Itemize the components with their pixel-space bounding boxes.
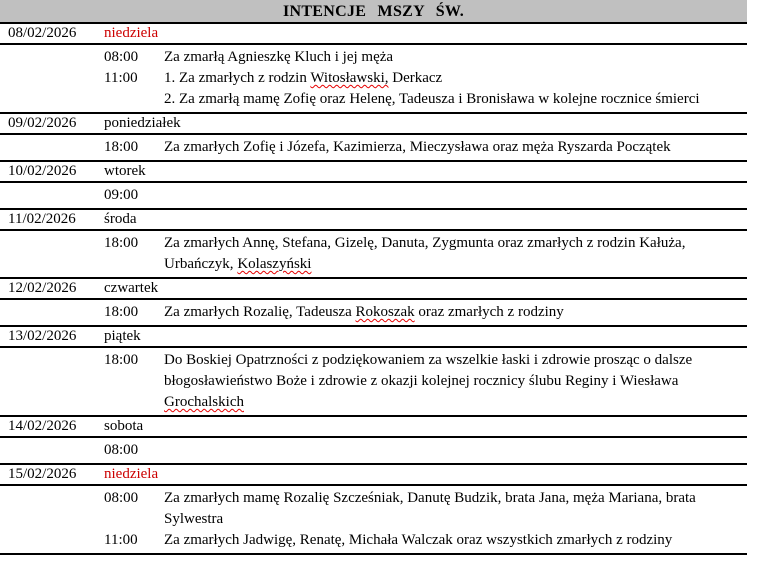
mass-time: 18:00 [104,352,139,368]
intention-line [164,47,747,68]
text-segment: Urbańczyk, [164,256,238,272]
day-name: wtorek [104,163,146,179]
date-row [0,417,747,438]
mass-entry [0,350,747,413]
mass-entry [0,302,747,323]
misspelled-word: Grochalskich [164,394,244,410]
date-cell: 13/02/2026 [8,328,77,344]
intention-line [164,350,747,371]
intention-line [164,302,747,323]
day-name: poniedziałek [104,115,181,131]
masses-row [0,135,747,162]
text-segment: błogosławieństwo Boże i zdrowie z okazji kolejnej rocznicy ślubu Reginy i Wiesława [164,373,679,389]
mass-time: 08:00 [104,49,139,65]
text-segment: Za zmarłą Agnieszkę Kluch i jej męża [164,49,394,65]
mass-time: 11:00 [104,532,138,548]
page-title: INTENCJE MSZY ŚW. [282,3,465,20]
intention-line [164,530,747,551]
text-segment: Derkacz [388,70,443,86]
date-cell: 09/02/2026 [8,115,77,131]
day-name: niedziela [104,466,159,482]
mass-time: 18:00 [104,235,139,251]
masses-row [0,300,747,327]
date-row [0,210,747,231]
mass-entry [0,137,747,158]
intention-text [164,47,747,68]
masses-row [0,486,747,555]
mass-entry [0,233,747,275]
mass-time: 08:00 [104,490,139,506]
table-header [0,0,747,24]
mass-time: 18:00 [104,304,139,320]
intention-text [164,68,747,110]
intention-line [164,233,747,254]
intention-text [164,302,747,323]
day-name: czwartek [104,280,159,296]
day-name: środa [104,211,137,227]
date-row [0,327,747,348]
date-cell: 11/02/2026 [8,211,76,227]
intention-text [164,137,747,158]
intentions-table [0,24,747,555]
mass-entry [0,68,747,110]
date-row [0,465,747,486]
misspelled-word: Rokoszak [355,304,415,320]
intention-text [164,185,747,206]
masses-row [0,231,747,279]
misspelled-word: Witosławski, [310,70,389,86]
text-segment: Za zmarłych Jadwigę, Renatę, Michała Walczak oraz wszystkich zmarłych z rodziny [164,532,673,548]
intention-line [164,440,747,461]
masses-row [0,348,747,417]
mass-entry [0,47,747,68]
text-segment: Za zmarłych Rozalię, Tadeusza [164,304,356,320]
date-cell: 12/02/2026 [8,280,77,296]
text-segment: 2. Za zmarłą mamę Zofię oraz Helenę, Tadeusza i Bronisława w kolejne rocznice śmierci [164,91,700,107]
date-row [0,24,747,45]
day-name: piątek [104,328,141,344]
text-segment: oraz zmarłych z rodziny [414,304,564,320]
text-segment: Za zmarłych mamę Rozalię Szcześniak, Danutę Budzik, brata Jana, męża Mariana, brata [164,490,696,506]
intention-text [164,350,747,413]
intention-line [164,68,747,89]
date-cell: 08/02/2026 [8,25,77,41]
mass-entry [0,488,747,530]
date-row [0,279,747,300]
mass-time: 09:00 [104,187,139,203]
mass-time: 18:00 [104,139,139,155]
date-cell: 15/02/2026 [8,466,77,482]
date-cell: 10/02/2026 [8,163,77,179]
intention-line [164,488,747,509]
text-segment: 1. Za zmarłych z rodzin [164,70,311,86]
date-row [0,162,747,183]
mass-time: 11:00 [104,70,138,86]
text-segment: Sylwestra [164,511,224,527]
intention-line [164,89,747,110]
intention-line [164,392,747,413]
mass-entry [0,530,747,551]
intention-text [164,440,747,461]
masses-row [0,45,747,114]
intention-text [164,488,747,530]
day-name: sobota [104,418,144,434]
intention-line [164,371,747,392]
day-name: niedziela [104,25,159,41]
text-segment: Za zmarłych Annę, Stefana, Gizelę, Danuta, Zygmunta oraz zmarłych z rodzin Kałuża, [164,235,686,251]
intention-line [164,254,747,275]
date-cell: 14/02/2026 [8,418,77,434]
text-segment: Do Boskiej Opatrzności z podziękowaniem za wszelkie łaski i zdrowie prosząc o dalsze [164,352,693,368]
intention-text [164,530,747,551]
mass-entry [0,185,747,206]
intention-text [164,233,747,275]
masses-row [0,438,747,465]
intention-line [164,509,747,530]
mass-entry [0,440,747,461]
intention-line [164,185,747,206]
masses-row [0,183,747,210]
text-segment: Za zmarłych Zofię i Józefa, Kazimierza, Mieczysława oraz męża Ryszarda Początek [164,139,671,155]
misspelled-word: Kolaszyński [237,256,312,272]
mass-time: 08:00 [104,442,139,458]
date-row [0,114,747,135]
intention-line [164,137,747,158]
